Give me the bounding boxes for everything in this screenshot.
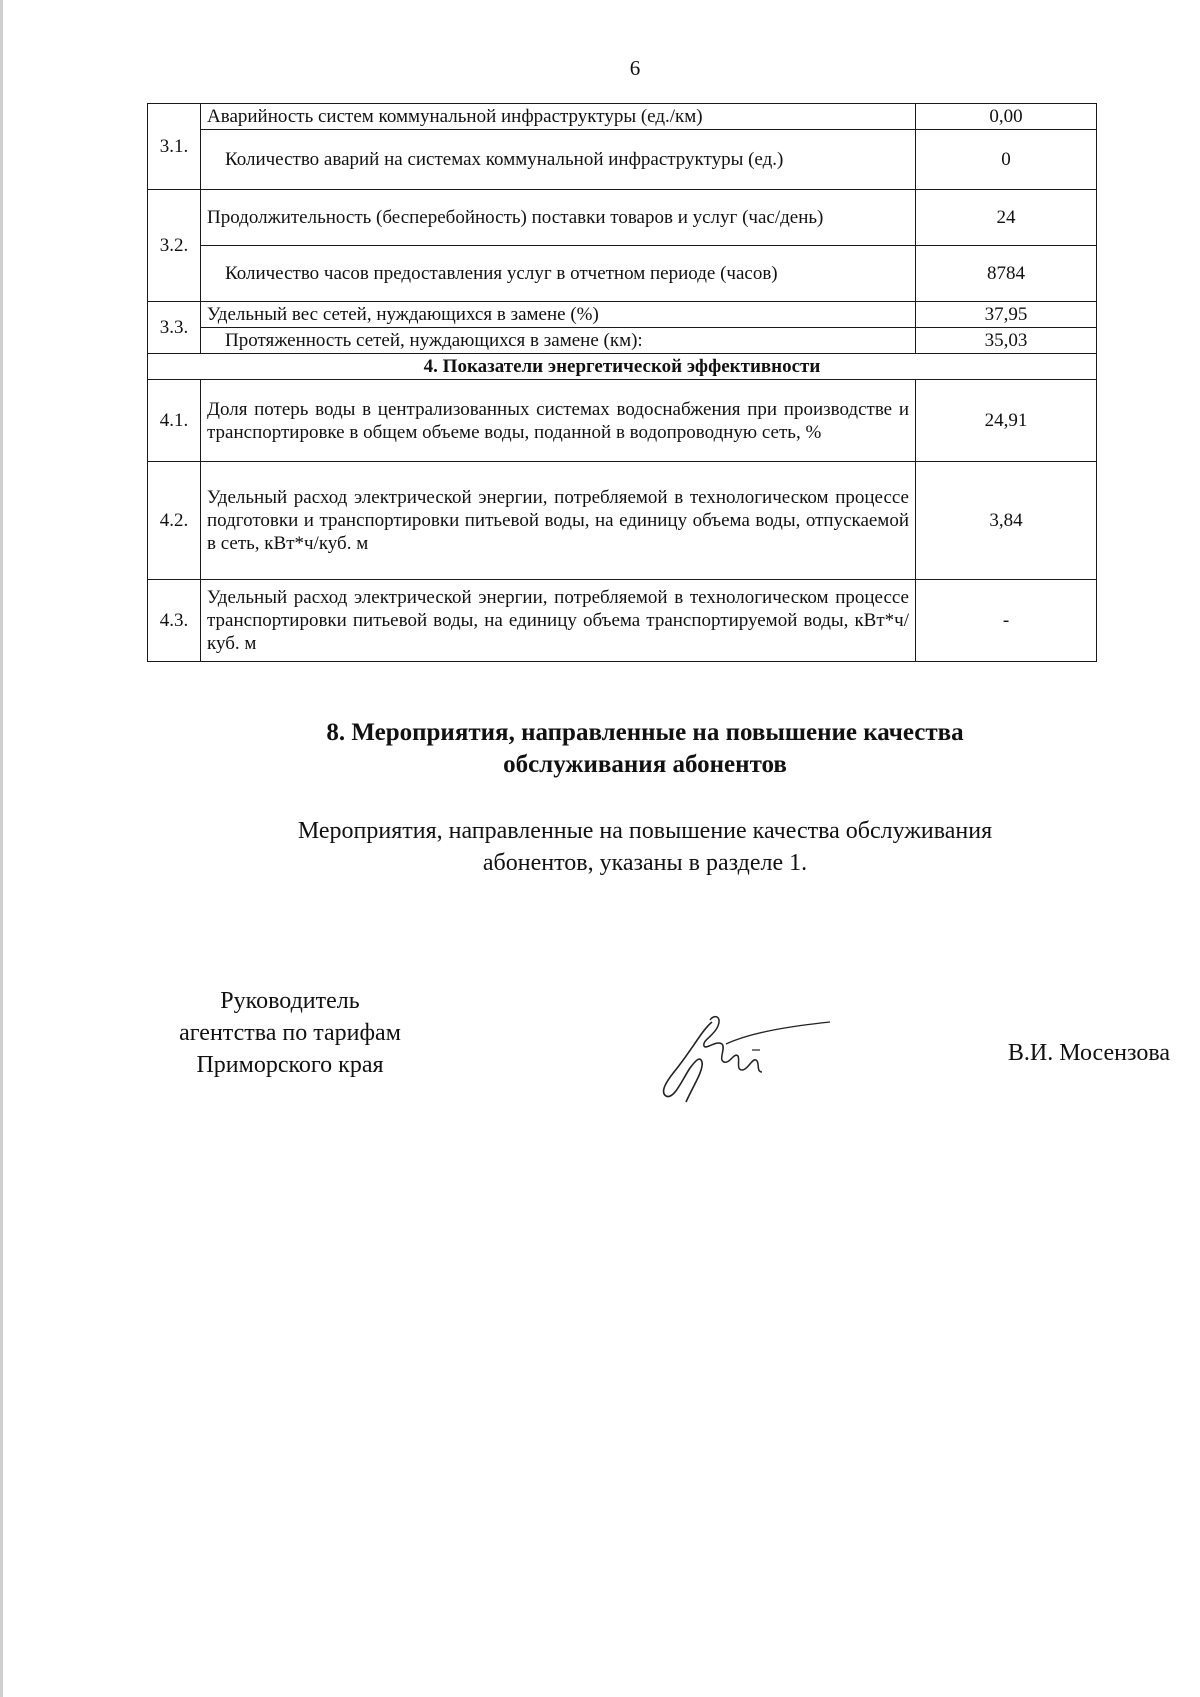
signer-title-line: агентства по тарифам <box>179 1020 401 1046</box>
row-number: 4.2. <box>148 462 201 580</box>
indicator-text: Удельный расход электрической энергии, потребляемой в технологическом процессе транспортировки питьевой воды, на единицу объема транспортируемой воды, кВт*ч/куб. м <box>201 580 916 662</box>
paragraph-line: Мероприятия, направленные на повышение качества обслуживания <box>297 818 993 844</box>
indicator-value: 35,03 <box>916 328 1097 354</box>
indicator-value: - <box>916 580 1097 662</box>
heading-line: обслуживания абонентов <box>503 751 787 778</box>
indicator-text: Удельный расход электрической энергии, потребляемой в технологическом процессе подготовки и транспортировки питьевой воды, на единицу объема воды, отпускаемой в сеть, кВт*ч/куб. м <box>201 462 916 580</box>
signer-name: В.И. Мосензова <box>1007 1040 1170 1066</box>
table-row <box>148 246 1097 302</box>
indicator-text: Количество аварий на системах коммунальной инфраструктуры (ед.) <box>201 130 916 190</box>
indicator-text: Продолжительность (бесперебойность) поставки товаров и услуг (час/день) <box>201 190 916 246</box>
indicator-text: Удельный вес сетей, нуждающихся в замене (%) <box>201 302 916 328</box>
row-number: 4.3. <box>148 580 201 662</box>
signer-title-line: Приморского края <box>196 1052 384 1078</box>
indicator-value: 24,91 <box>916 380 1097 462</box>
handwritten-signature <box>652 1010 832 1110</box>
row-number: 4.1. <box>148 380 201 462</box>
indicator-text: Количество часов предоставления услуг в отчетном периоде (часов) <box>201 246 916 302</box>
indicator-text: Протяженность сетей, нуждающихся в замене (км): <box>201 328 916 354</box>
heading-line: 8. Мероприятия, направленные на повышение качества <box>326 719 964 746</box>
indicator-value: 0 <box>916 130 1097 190</box>
table-section-row <box>148 354 1097 380</box>
section-8-paragraph <box>150 815 1140 879</box>
indicator-value: 3,84 <box>916 462 1097 580</box>
indicator-value: 37,95 <box>916 302 1097 328</box>
table-row <box>148 190 1097 246</box>
paragraph-line: абонентов, указаны в разделе 1. <box>482 850 808 876</box>
table-row <box>148 302 1097 328</box>
indicator-value: 8784 <box>916 246 1097 302</box>
row-number: 3.1. <box>148 104 201 190</box>
table-row <box>148 580 1097 662</box>
indicators-table <box>147 103 1097 662</box>
row-number: 3.2. <box>148 190 201 302</box>
table-row <box>148 462 1097 580</box>
scan-edge <box>0 0 3 1697</box>
table-row <box>148 104 1097 130</box>
indicator-value: 0,00 <box>916 104 1097 130</box>
indicator-text: Аварийность систем коммунальной инфраструктуры (ед./км) <box>201 104 916 130</box>
signer-title <box>140 985 440 1081</box>
table-row <box>148 380 1097 462</box>
signer-title-line: Руководитель <box>220 988 360 1014</box>
table-row <box>148 130 1097 190</box>
indicator-value: 24 <box>916 190 1097 246</box>
section-8-heading <box>150 717 1140 781</box>
section-title: 4. Показатели энергетической эффективности <box>148 354 1097 380</box>
page-number: 6 <box>629 56 641 80</box>
indicator-text: Доля потерь воды в централизованных системах водоснабжения при производстве и транспортировке в общем объеме воды, поданной в водопроводную сеть, % <box>201 380 916 462</box>
table-row <box>148 328 1097 354</box>
row-number: 3.3. <box>148 302 201 354</box>
